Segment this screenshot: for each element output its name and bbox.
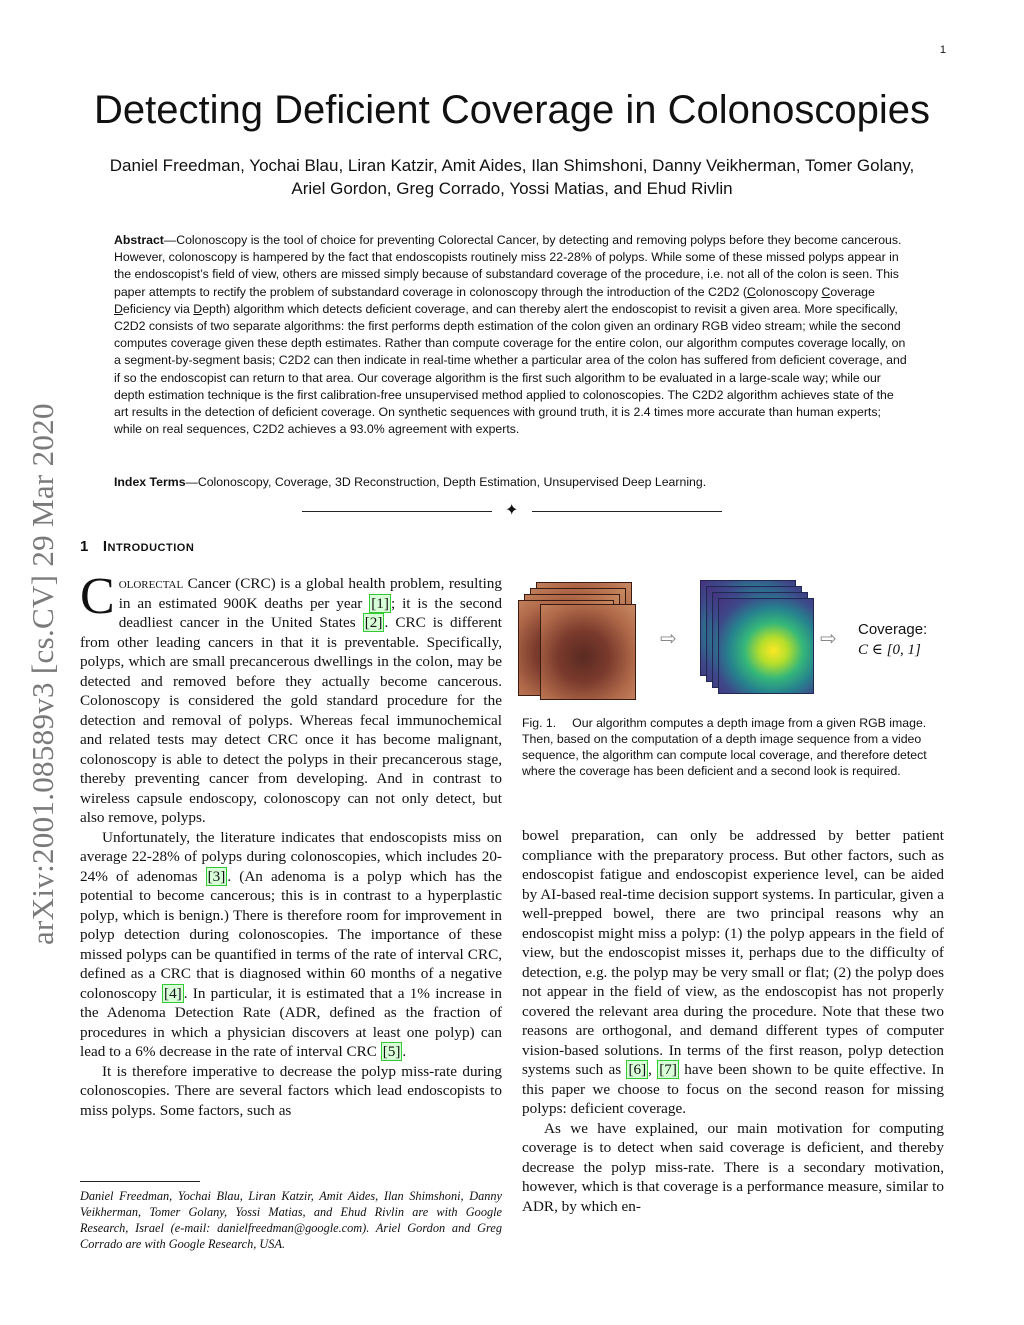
- paragraph-text: . CRC is different from other leading cancers in that it is preventable. Specifically, polyps, which are small precancerous dwellings in the colon, may be detected and removed before they actually become cancerous. Colonoscopy is considered the gold standard procedure for the detection and removal of polyps. Whereas fecal immunochemical and related tests may detect CRC once it has become malignant, colonoscopy is able to detect the polyps in their precancerous stage, thereby preventing cancer from developing. And in contrast to wireless capsule endoscopy, colonoscopy can not only detect, but also remove, polyps.: [80, 614, 503, 826]
- paragraph-text: .: [402, 1043, 407, 1060]
- divider-rule-left: [302, 511, 492, 512]
- index-terms-text: —Colonoscopy, Coverage, 3D Reconstruction, Depth Estimation, Unsupervised Deep Learning.: [185, 475, 707, 489]
- citation-link[interactable]: [1]: [371, 594, 389, 612]
- acronym-rest: overage: [830, 284, 875, 299]
- arrow-right-icon: ⇨: [820, 628, 837, 650]
- acronym-rest: eficiency via: [122, 301, 194, 316]
- acronym-rest: olonoscopy: [755, 284, 822, 299]
- intro-paragraph-2: [80, 828, 502, 1062]
- coverage-formula: C ∈ [0, 1]: [858, 642, 921, 658]
- section-heading: [80, 538, 194, 555]
- paragraph-text: have been shown to be quite effective. In this paper we choose to focus on the second reason for missing polyps: deficient coverage.: [522, 1061, 944, 1117]
- abstract-label: Abstract: [114, 233, 164, 247]
- author-list: Daniel Freedman, Yochai Blau, Liran Katzir, Amit Aides, Ilan Shimshoni, Danny Veikherman, Tomer Golany, Ariel Gordon, Greg Corrado, Yossi Matias, and Ehud Rivlin: [109, 156, 915, 198]
- section-divider: [302, 502, 722, 520]
- citation-link[interactable]: [2]: [364, 614, 383, 631]
- paragraph-text: Unfortunately, the literature indicates that endoscopists miss on average 22-28% of polyps during colonoscopies, which includes 20-24% of adenomas: [80, 828, 502, 885]
- coverage-label: Coverage:: [858, 621, 928, 638]
- depth-frame-image: [718, 598, 814, 694]
- arxiv-identifier-stamp: arXiv:2001.08589v3 [cs.CV] 29 Mar 2020: [25, 403, 60, 945]
- citation-link[interactable]: [6]: [628, 1061, 647, 1078]
- acronym-letter: C: [821, 284, 831, 299]
- divider-diamond-icon: ✦: [505, 502, 519, 519]
- index-terms: [114, 474, 910, 491]
- intro-paragraph-4: [522, 826, 944, 1119]
- citation-link[interactable]: [7]: [659, 1061, 677, 1078]
- rgb-frame-image: [540, 604, 636, 700]
- paragraph-text: ; it is the second deadliest cancer in the United States: [118, 594, 502, 631]
- acronym-letter: D: [193, 301, 203, 316]
- paragraph-text: . (An adenoma is a polyp which has the potential to become cancerous; this is in contrast to a hyperplastic polyp, which is benign.) There is therefore room for improvement in polyp detection during colonoscopies. The importance of these missed polyps can be quantified in terms of the rate of interval CRC, defined as a CRC that is diagnosed within 60 months of a negative colonoscopy: [80, 867, 503, 1002]
- right-column: [522, 826, 944, 1216]
- intro-paragraph-3: It is therefore imperative to decrease the polyp miss-rate during colonoscopies. There are several factors which lead endoscopists to miss polyps. Some factors, such as: [80, 1062, 502, 1119]
- caption-text: Our algorithm computes a depth image from a given RGB image. Then, based on the computation of a depth image sequence from a video sequence, the algorithm can compute local coverage, and therefore detect where the coverage has been deficient and a second look is required.: [522, 716, 927, 778]
- small-caps-word: olorectal: [118, 575, 184, 592]
- footnote-rule: [80, 1181, 200, 1182]
- acronym-letter: D: [114, 301, 123, 316]
- paper-title: Detecting Deficient Coverage in Colonoscopies: [93, 88, 930, 132]
- citation-link[interactable]: [5]: [382, 1043, 401, 1060]
- drop-cap: C: [80, 568, 115, 625]
- figure-caption: [522, 715, 944, 779]
- divider-rule-right: [532, 511, 722, 512]
- paragraph-text: ,: [648, 1061, 658, 1078]
- citation-link[interactable]: [4]: [164, 984, 182, 1002]
- caption-label: Fig. 1.: [522, 716, 557, 730]
- page-number: 1: [939, 44, 946, 56]
- figure-1: [520, 574, 950, 714]
- left-column: [80, 568, 503, 1120]
- acronym-letter: C: [746, 284, 756, 299]
- citation-link[interactable]: [3]: [207, 867, 226, 885]
- arrow-right-icon: ⇨: [660, 628, 677, 650]
- paragraph-text: bowel preparation, can only be addressed by better patient compliance with the preparatory process. But other factors, such as endoscopist fatigue and endoscopist experience level, can be aided by AI-based real-time decision support systems. In particular, given a well-prepped bowel, there are two principal reasons why an endoscopist might miss a polyp: (1) the polyp appears in the field of view, but the endoscopist misses it, perhaps due to the difficulty of detection, e.g. the polyp may be very small or flat; (2) the polyp does not appear in the field of view, as the endoscopist has not properly covered the relevant area during the procedure. Note that these two reasons are orthogonal, and demand different types of computer vision-based solutions. In terms of the first reason, polyp detection systems such as: [522, 827, 944, 1078]
- index-terms-label: Index Terms: [114, 475, 186, 489]
- intro-paragraph-1: [80, 568, 503, 828]
- paragraph-text: Cancer (CRC) is a global health problem, resulting in an estimated 900K deaths per year: [118, 575, 502, 612]
- abstract: [114, 232, 910, 438]
- section-number: 1: [80, 538, 89, 555]
- abstract-text-start: —Colonoscopy is the tool of choice for preventing Colorectal Cancer, by detecting and removing polyps before they become cancerous. However, colonoscopy is hampered by the fact that endoscopists routinely miss 22-28% of polyps. While some of these missed polyps appear in the endoscopist’s field of view, others are missed simply because of substandard coverage of the procedure, i.e. not all of the colon is seen. This paper attempts to rectify the problem of substandard coverage in colonoscopy through the introduction of the C2D2 (: [114, 233, 902, 299]
- author-affiliation-footnote: Daniel Freedman, Yochai Blau, Liran Katzir, Amit Aides, Ilan Shimshoni, Danny Veikherman, Tomer Golany, Yossi Matias, and Ehud Rivlin are with Google Research, Israel (e-mail: danielfreedman@google.com). Ariel Gordon and Greg Corrado are with Google Research, USA.: [80, 1189, 502, 1251]
- abstract-text-end: epth) algorithm which detects deficient coverage, and can thereby alert the endoscopist to revisit a given area. More specifically, C2D2 consists of two separate algorithms: the first performs depth estimation of the colon given an ordinary RGB video stream; while the second computes coverage given these depth estimates. Rather than compute coverage for the entire colon, our algorithm computes coverage locally, on a segment-by-segment basis; C2D2 can then indicate in real-time whether a particular area of the colon has suffered from deficient coverage, and if so the endoscopist can return to that area. Our coverage algorithm is the first such algorithm to be evaluated in a large-scale way; while our depth estimation technique is the first calibration-free unsupervised method applied to colonoscopies. The C2D2 algorithm achieves state of the art results in the detection of deficient coverage. On synthetic sequences with ground truth, it is 2.4 times more accurate than human experts; while on real sequences, C2D2 achieves a 93.0% agreement with experts.: [114, 301, 907, 437]
- intro-paragraph-5: As we have explained, our main motivation for computing coverage is to detect when said coverage is deficient, and thereby decrease the polyp miss-rate. There is a secondary motivation, however, which is that coverage is a performance measure, similar to ADR, by which en-: [522, 1119, 944, 1215]
- paragraph-text: . In particular, it is estimated that a 1% increase in the Adenoma Detection Rate (ADR, defined as the fraction of procedures in which a physician discovers at least one polyp) can lead to a 6% decrease in the rate of interval CRC: [80, 984, 502, 1060]
- section-title: Introduction: [102, 538, 195, 555]
